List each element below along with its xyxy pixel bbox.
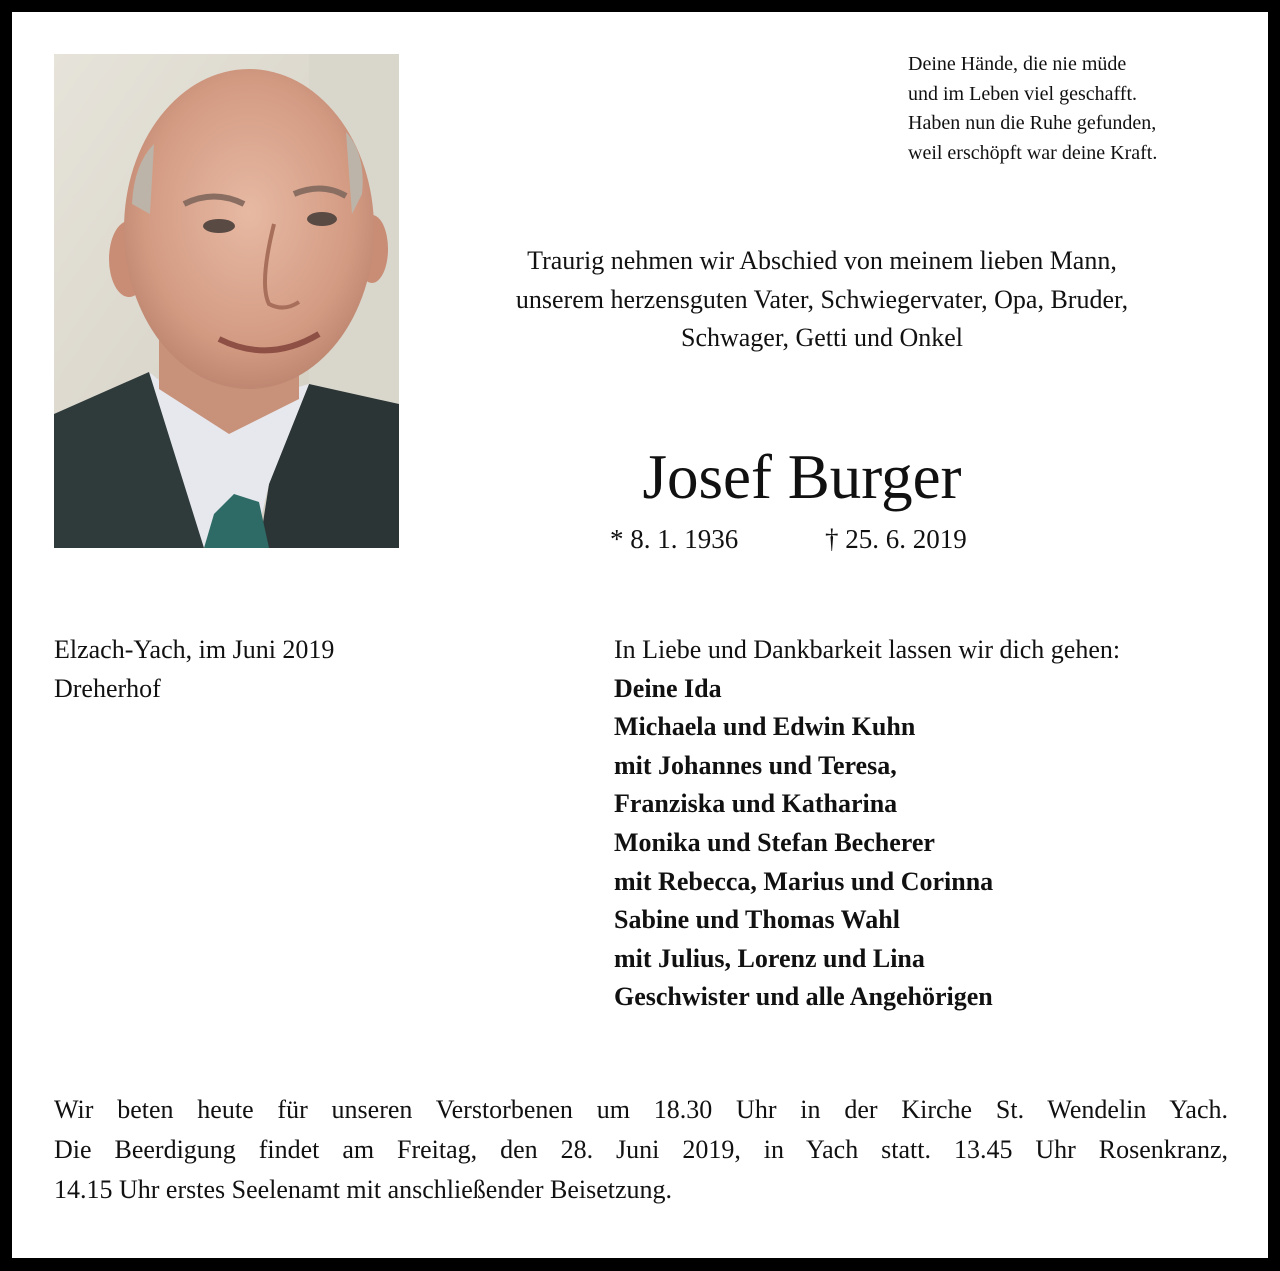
mourner-line: mit Rebecca, Marius und Corinna: [614, 866, 994, 896]
mourner-line: Sabine und Thomas Wahl: [614, 905, 900, 935]
poem-line: Haben nun die Ruhe gefunden,: [908, 112, 1157, 134]
intro-text: [392, 242, 1252, 358]
mourner-line: Michaela und Edwin Kuhn: [614, 712, 916, 742]
place-and-date: [54, 631, 334, 708]
place-line: Dreherhof: [54, 673, 161, 703]
intro-line: Schwager, Getti und Onkel: [680, 323, 963, 352]
death-date: † 25. 6. 2019: [825, 524, 967, 554]
mourners-lead: In Liebe und Dankbarkeit lassen wir dich gehen:: [614, 635, 1121, 664]
obituary-card: [12, 12, 1268, 1258]
intro-line: Traurig nehmen wir Abschied von meinem lieben Mann,: [527, 246, 1117, 275]
poem-line: Deine Hände, die nie müde: [908, 53, 1127, 75]
poem-line: und im Leben viel geschafft.: [908, 82, 1138, 105]
deceased-name: Josef Burger: [642, 442, 962, 512]
mourners-list: [614, 631, 1120, 1017]
poem: [908, 50, 1157, 168]
intro-line: unserem herzensguten Vater, Schwiegervater, Opa, Bruder,: [515, 284, 1129, 314]
mourner-line: mit Julius, Lorenz und Lina: [614, 943, 925, 973]
birth-date: * 8. 1. 1936: [610, 524, 739, 554]
mourner-line: Geschwister und alle Angehörigen: [614, 982, 993, 1012]
poem-line: weil erschöpft war deine Kraft.: [908, 141, 1158, 164]
portrait-photo: [54, 54, 399, 548]
notice-line: 14.15 Uhr erstes Seelenamt mit anschließender Beisetzung.: [54, 1175, 673, 1204]
notice-line: Wir beten heute für unseren Verstorbenen um 18.30 Uhr in der Kirche St. Wendelin Yach.: [54, 1095, 1228, 1124]
mourner-line: mit Johannes und Teresa,: [614, 750, 897, 780]
notice-line: Die Beerdigung findet am Freitag, den 28. Juni 2019, in Yach statt. 13.45 Uhr Rosenkranz,: [54, 1135, 1228, 1164]
place-line: Elzach-Yach, im Juni 2019: [54, 635, 335, 664]
mourner-line: Deine Ida: [614, 673, 722, 703]
service-notice: [54, 1090, 1228, 1210]
mourner-line: Monika und Stefan Becherer: [614, 827, 935, 857]
mourner-line: Franziska und Katharina: [614, 789, 898, 819]
